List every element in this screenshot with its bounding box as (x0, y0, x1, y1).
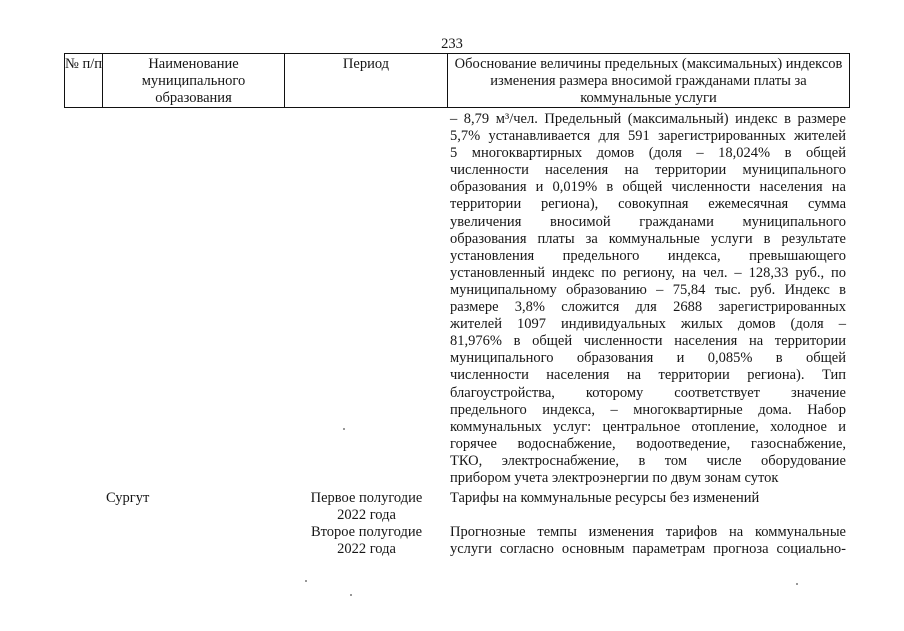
text-line: образования и 0,019% в общей численности населения на (450, 179, 846, 196)
text-line: размере 3,8% сложится для 2688 зарегистрированных (450, 299, 846, 316)
text-line: жителей 1097 индивидуальных жилых домов (доля – (450, 316, 846, 333)
period-label: Второе полугодие (310, 524, 423, 540)
period-year: 2022 года (337, 541, 396, 557)
text-line: установленный индекс по региону, на чел. – 128,33 руб., по (450, 264, 846, 281)
text-line: коммунальных услуг: центральное отопление, холодное и (450, 418, 846, 435)
text-line: численности населения на территории муниципального (450, 162, 846, 179)
text-line: горячее водоснабжение, водоотведение, газоснабжение, (450, 435, 846, 452)
period-second-half (298, 524, 435, 558)
text-line: численности населения на территории региона). Тип (450, 367, 846, 384)
scan-speck (796, 583, 798, 585)
text-line: муниципального образования и 0,085% в общей (450, 350, 846, 367)
text-line: увеличения вносимой гражданами муниципального (450, 213, 846, 230)
basis-continuation-text (450, 111, 846, 487)
text-line: услуги согласно основным параметрам прогноза социально- (450, 541, 846, 557)
municipality-name: Сургут (106, 490, 150, 506)
scan-speck (350, 594, 352, 596)
basis-second-half (450, 524, 846, 558)
table-header (64, 53, 850, 108)
text-line: – 8,79 м³/чел. Предельный (максимальный) индекс в размере (450, 111, 846, 127)
text-line: 81,976% в общей численности населения на территории (450, 333, 846, 350)
page-number: 233 (441, 36, 463, 52)
text-line: предельного индекса, – многоквартирные дома. Набор (450, 401, 846, 418)
text-line: благоустройства, которому соответствует значение (450, 384, 846, 401)
header-col-period: Период (285, 54, 448, 107)
text-line: муниципальному образованию – 75,84 тыс. руб. Индекс в (450, 281, 846, 298)
header-col-name: Наименование муниципального образования (103, 54, 285, 107)
period-label: Первое полугодие (310, 490, 423, 506)
text-line: 5 многоквартирных домов (доля – 18,024% в общей (450, 145, 846, 162)
text-line: 5,7% устанавливается для 591 зарегистрированных жителей (450, 128, 846, 145)
scan-speck (305, 580, 307, 582)
text-line: Прогнозные темпы изменения тарифов на коммунальные (450, 524, 846, 540)
text-line: образования платы за коммунальные услуги в результате (450, 230, 846, 247)
text-line: установления предельного индекса, превышающего (450, 247, 846, 264)
header-col-basis: Обоснование величины предельных (максимальных) индексов изменения размера вносимой гражданами платы за коммунальные услуги (454, 56, 843, 106)
scan-speck (343, 428, 345, 430)
text-line: ТКО, электроснабжение, в том числе оборудование (450, 452, 846, 469)
header-col-number: № п/п (65, 54, 103, 107)
period-year: 2022 года (337, 507, 396, 523)
basis-first-half: Тарифы на коммунальные ресурсы без изменений (450, 490, 760, 506)
text-line: территории региона), совокупная ежемесячная сумма (450, 196, 846, 213)
text-line: прибором учета электроэнергии по двум зонам суток (450, 469, 779, 486)
period-first-half (298, 490, 435, 524)
